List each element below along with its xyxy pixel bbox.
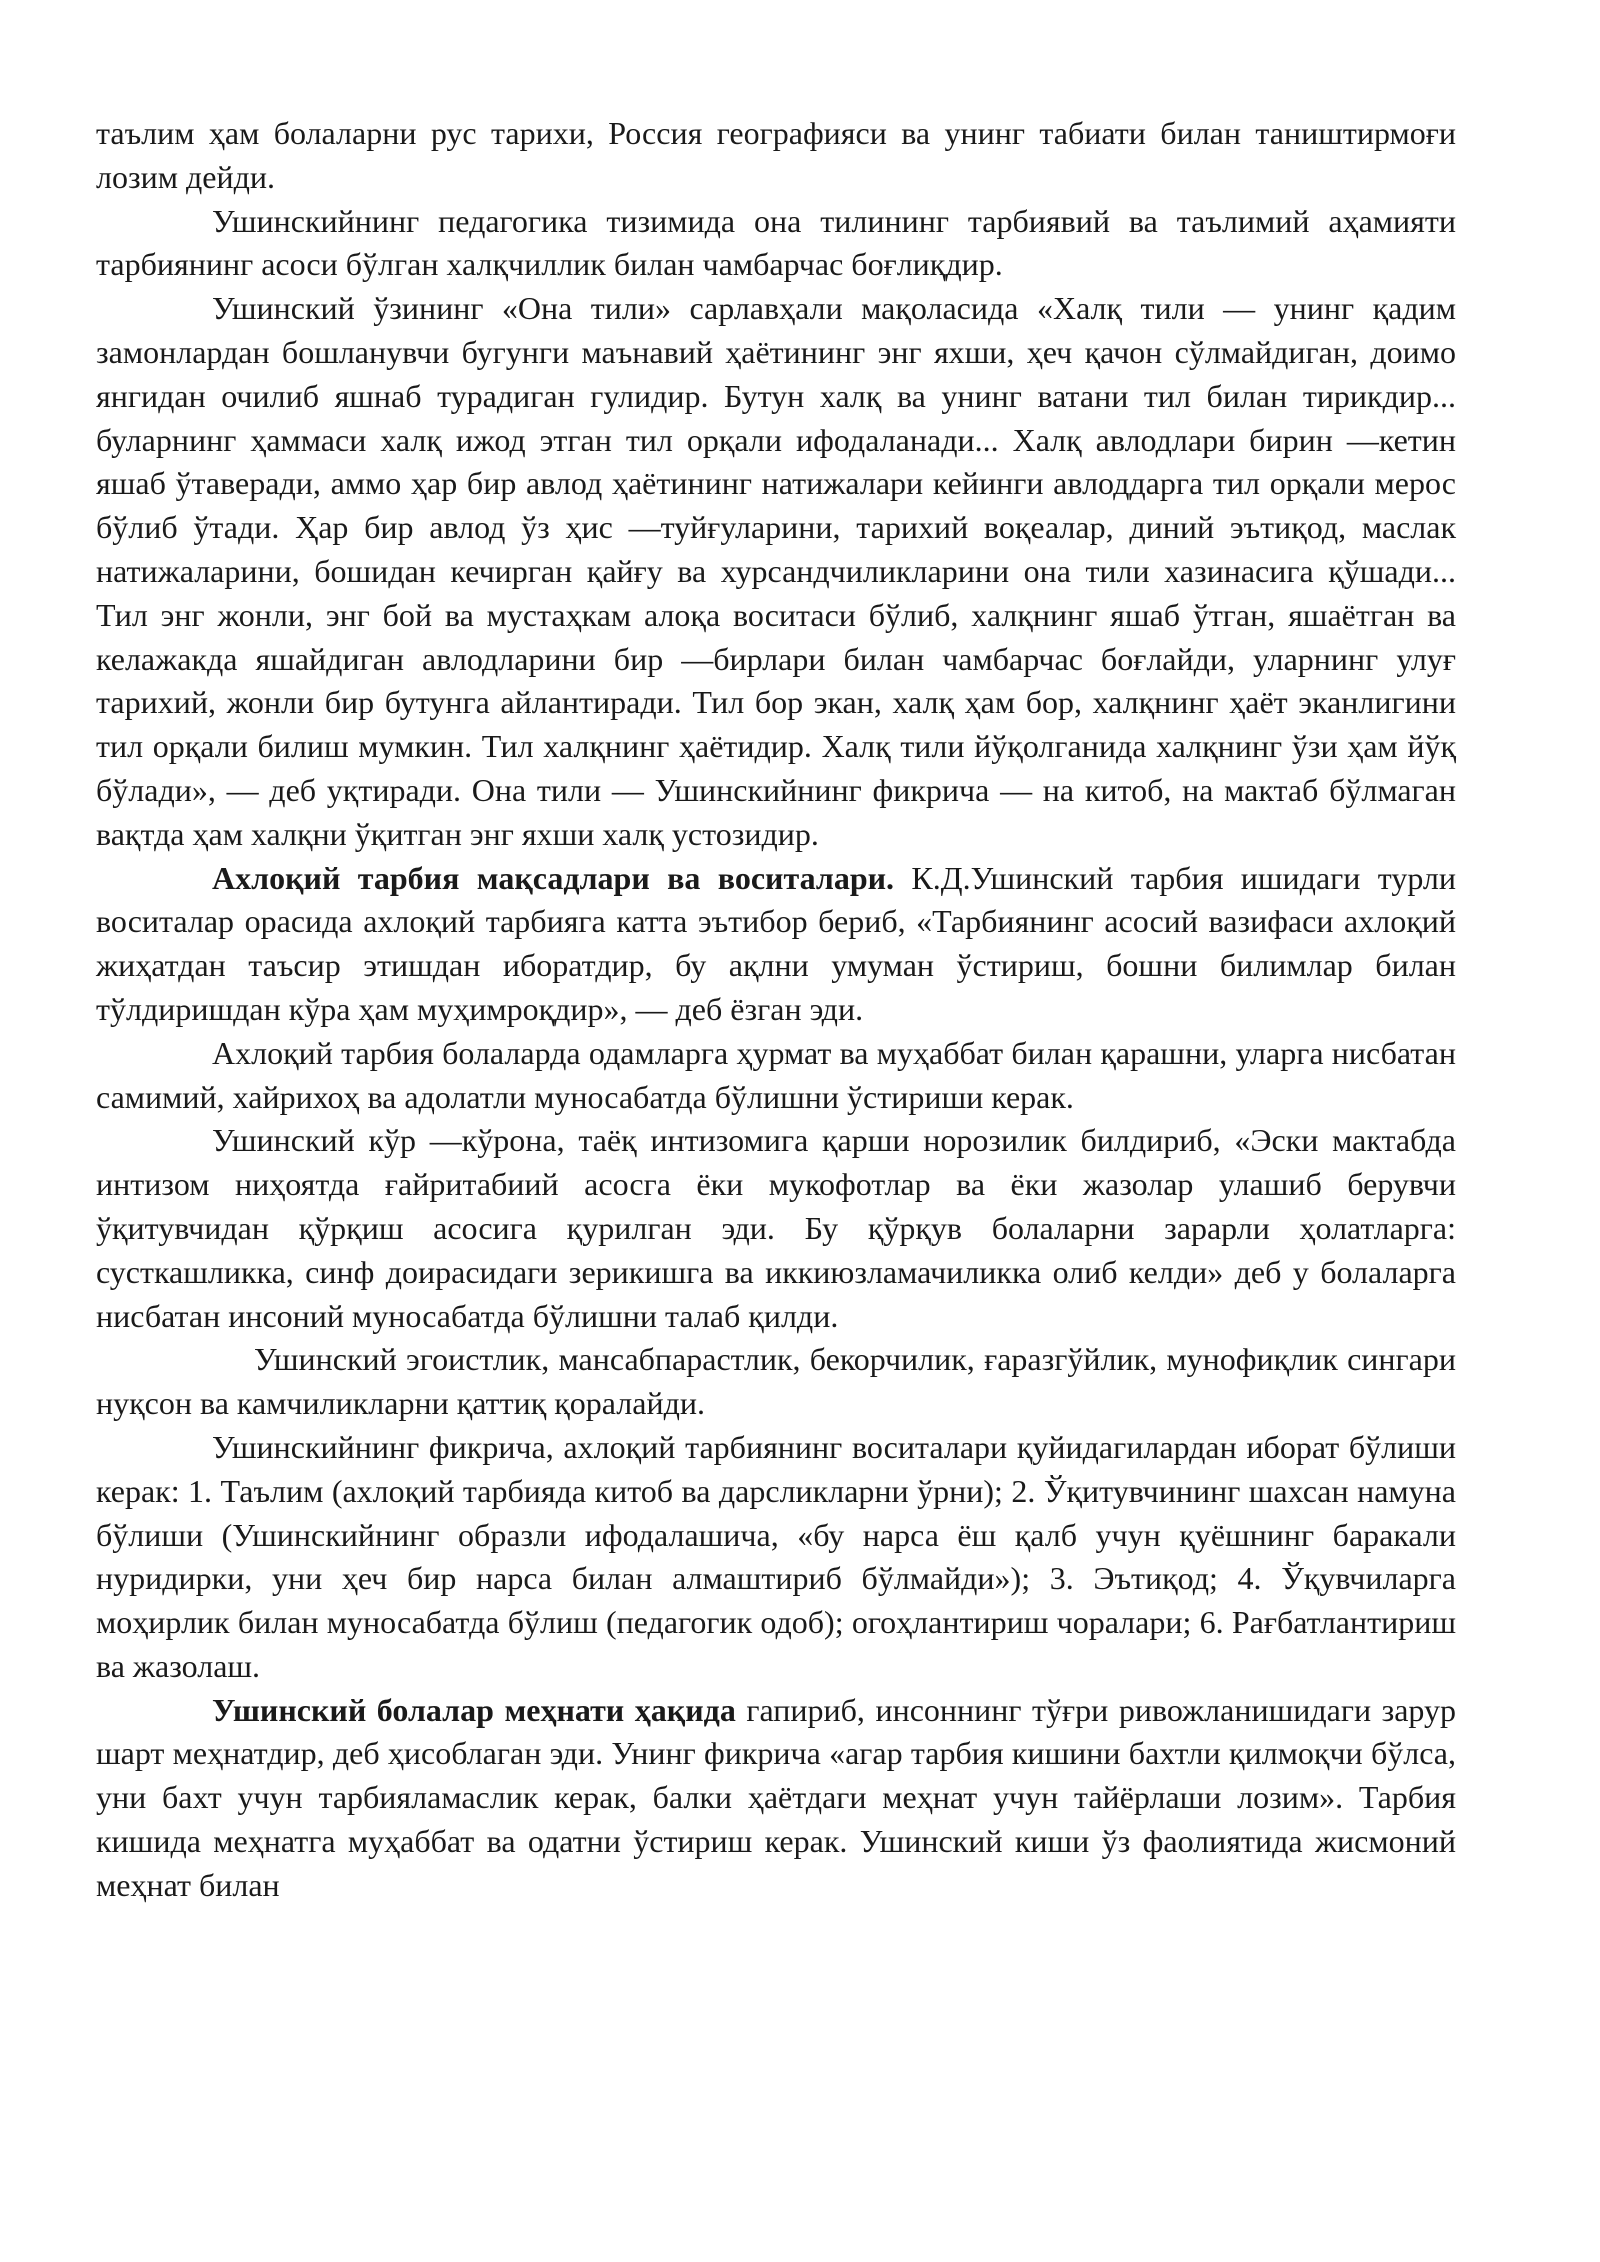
paragraph-discipline: Ушинский кўр —кўрона, таёқ интизомига қарши норозилик билдириб, «Эски мактабда интизом ниҳоятда ғайритабиий асосга ёки мукофотлар ва ёки жазолар улашиб берувчи ўқитувчидан қўрқиш асосига қурилган эди. Бу қўрқув болаларни зарарли ҳолатларга: сусткашликка, синф доирасидаги зерикишга ва иккиюзламачиликка олиб келди» деб у болаларга нисбатан инсоний муносабатда бўлишни талаб қилди. [96,1122,1456,1334]
paragraph-means-of-moral-education: Ушинскийнинг фикрича, ахлоқий тарбиянинг воситалари қуйидагилардан иборат бўлиши керак: 1. Таълим (ахлоқий тарбияда китоб ва дарсликларни ўрни); 2. Ўқитувчининг шахсан намуна бўлиши (Ушинскийнинг образли ифодалашича, «бу нарса ёш қалб учун қуёшнинг баракали нуридирки, уни ҳеч бир нарса билан алмаштириб бўлмайди»); 3. Эътиқод; 4. Ўқувчиларга моҳирлик билан муносабатда бўлиш (педагогик одоб); огоҳлантириш чоралари; 6. Рағбатлантириш ва жазолаш. [96,1428,1456,1684]
paragraph-moral-respect: Ахлоқий тарбия болаларда одамларга ҳурмат ва муҳаббат билан қарашни, уларга нисбатан самимий, хайрихоҳ ва адолатли муносабатда бўлишни ўстириши керак. [96,1034,1456,1115]
paragraph-moral-education-heading [96,857,1456,1032]
paragraph-labor-heading [96,1689,1456,1908]
paragraph-vices: Ушинский эгоистлик, мансабпарастлик, бекорчилик, ғаразгўйлик, мунофиқлик сингари нуқсон ва камчиликларни қаттиқ қоралайди. [96,1341,1456,1422]
section-heading-children-labor: Ушинский болалар меҳнати ҳақида [212,1691,736,1728]
document-body [96,112,1456,1908]
paragraph-ona-tili-article: Ушинский ўзининг «Она тили» сарлавҳали мақоласида «Халқ тили — унинг қадим замонлардан бошланувчи бугунги маънавий ҳаётининг энг яхши, ҳеч қачон сўлмайдиган, доимо янгидан очилиб яшнаб турадиган гулидир. Бутун халқ ва унинг ватани тил билан тирикдир... буларнинг ҳаммаси халқ ижод этган тил орқали ифодаланади... Халқ авлодлари бирин —кетин яшаб ўтаверади, аммо ҳар бир авлод ҳаётининг натижалари кейинги авлоддарга тил орқали мерос бўлиб ўтади. Ҳар бир авлод ўз ҳис —туйғуларини, тарихий воқеалар, диний эътиқод, маслак натижаларини, бошидан кечирган қайғу ва хурсандчиликларини она тили хазинасига қўшади... Тил энг жонли, энг бой ва мустаҳкам алоқа воситаси бўлиб, халқнинг яшаб ўтган, яшаётган ва келажакда яшайдиган авлодларини бир —бирлари билан чамбарчас боғлайди, уларнинг улуғ тарихий, жонли бир бутунга айлантиради. Тил бор экан, халқ ҳам бор, халқнинг ҳаёт эканлигини тил орқали билиш мумкин. Тил халқнинг ҳаётидир. Халқ тили йўқолганида халқнинг ўзи ҳам йўқ бўлади», — деб уқтиради. Она тили — Ушинскийнинг фикрича — на китоб, на мактаб бўлмаган вақтда ҳам халқни ўқитган энг яхши халқ устозидир. [96,290,1456,852]
paragraph-mother-tongue: Ушинскийнинг педагогика тизимида она тилининг тарбиявий ва таълимий аҳамияти тарбиянинг асоси бўлган халқчиллик билан чамбарчас боғлиқдир. [96,202,1456,283]
paragraph-continuation: таълим ҳам болаларни рус тарихи, Россия географияси ва унинг табиати билан таништирмоғи лозим дейди. [96,115,1456,195]
paragraph-text: гапириб, инсоннинг тўғри ривожланишидаги зарур шарт меҳнатдир, деб ҳисоблаган эди. Унинг фикрича «агар тарбия кишини бахтли қилмоқчи бўлса, уни бахт учун тарбияламаслик керак, балки ҳаётдаги меҳнат учун тайёрлаши лозим». Тарбия кишида меҳнатга муҳаббат ва одатни ўстириш керак. Ушинский киши ўз фаолиятида жисмоний меҳнат билан [96,1691,1457,1903]
paragraph-text: К.Д.Ушинский тарбия ишидаги турли воситалар орасида ахлоқий тарбияга катта эътибор бериб, «Тарбиянинг асосий вазифаси ахлоқий жиҳатдан таъсир этишдан иборатдир, бу ақлни умуман ўстириш, бошни билимлар билан тўлдиришдан кўра ҳам муҳимроқдир», — деб ёзган эди. [96,859,1457,1027]
section-heading-moral-education: Ахлоқий тарбия мақсадлари ва воситалари. [212,859,895,896]
